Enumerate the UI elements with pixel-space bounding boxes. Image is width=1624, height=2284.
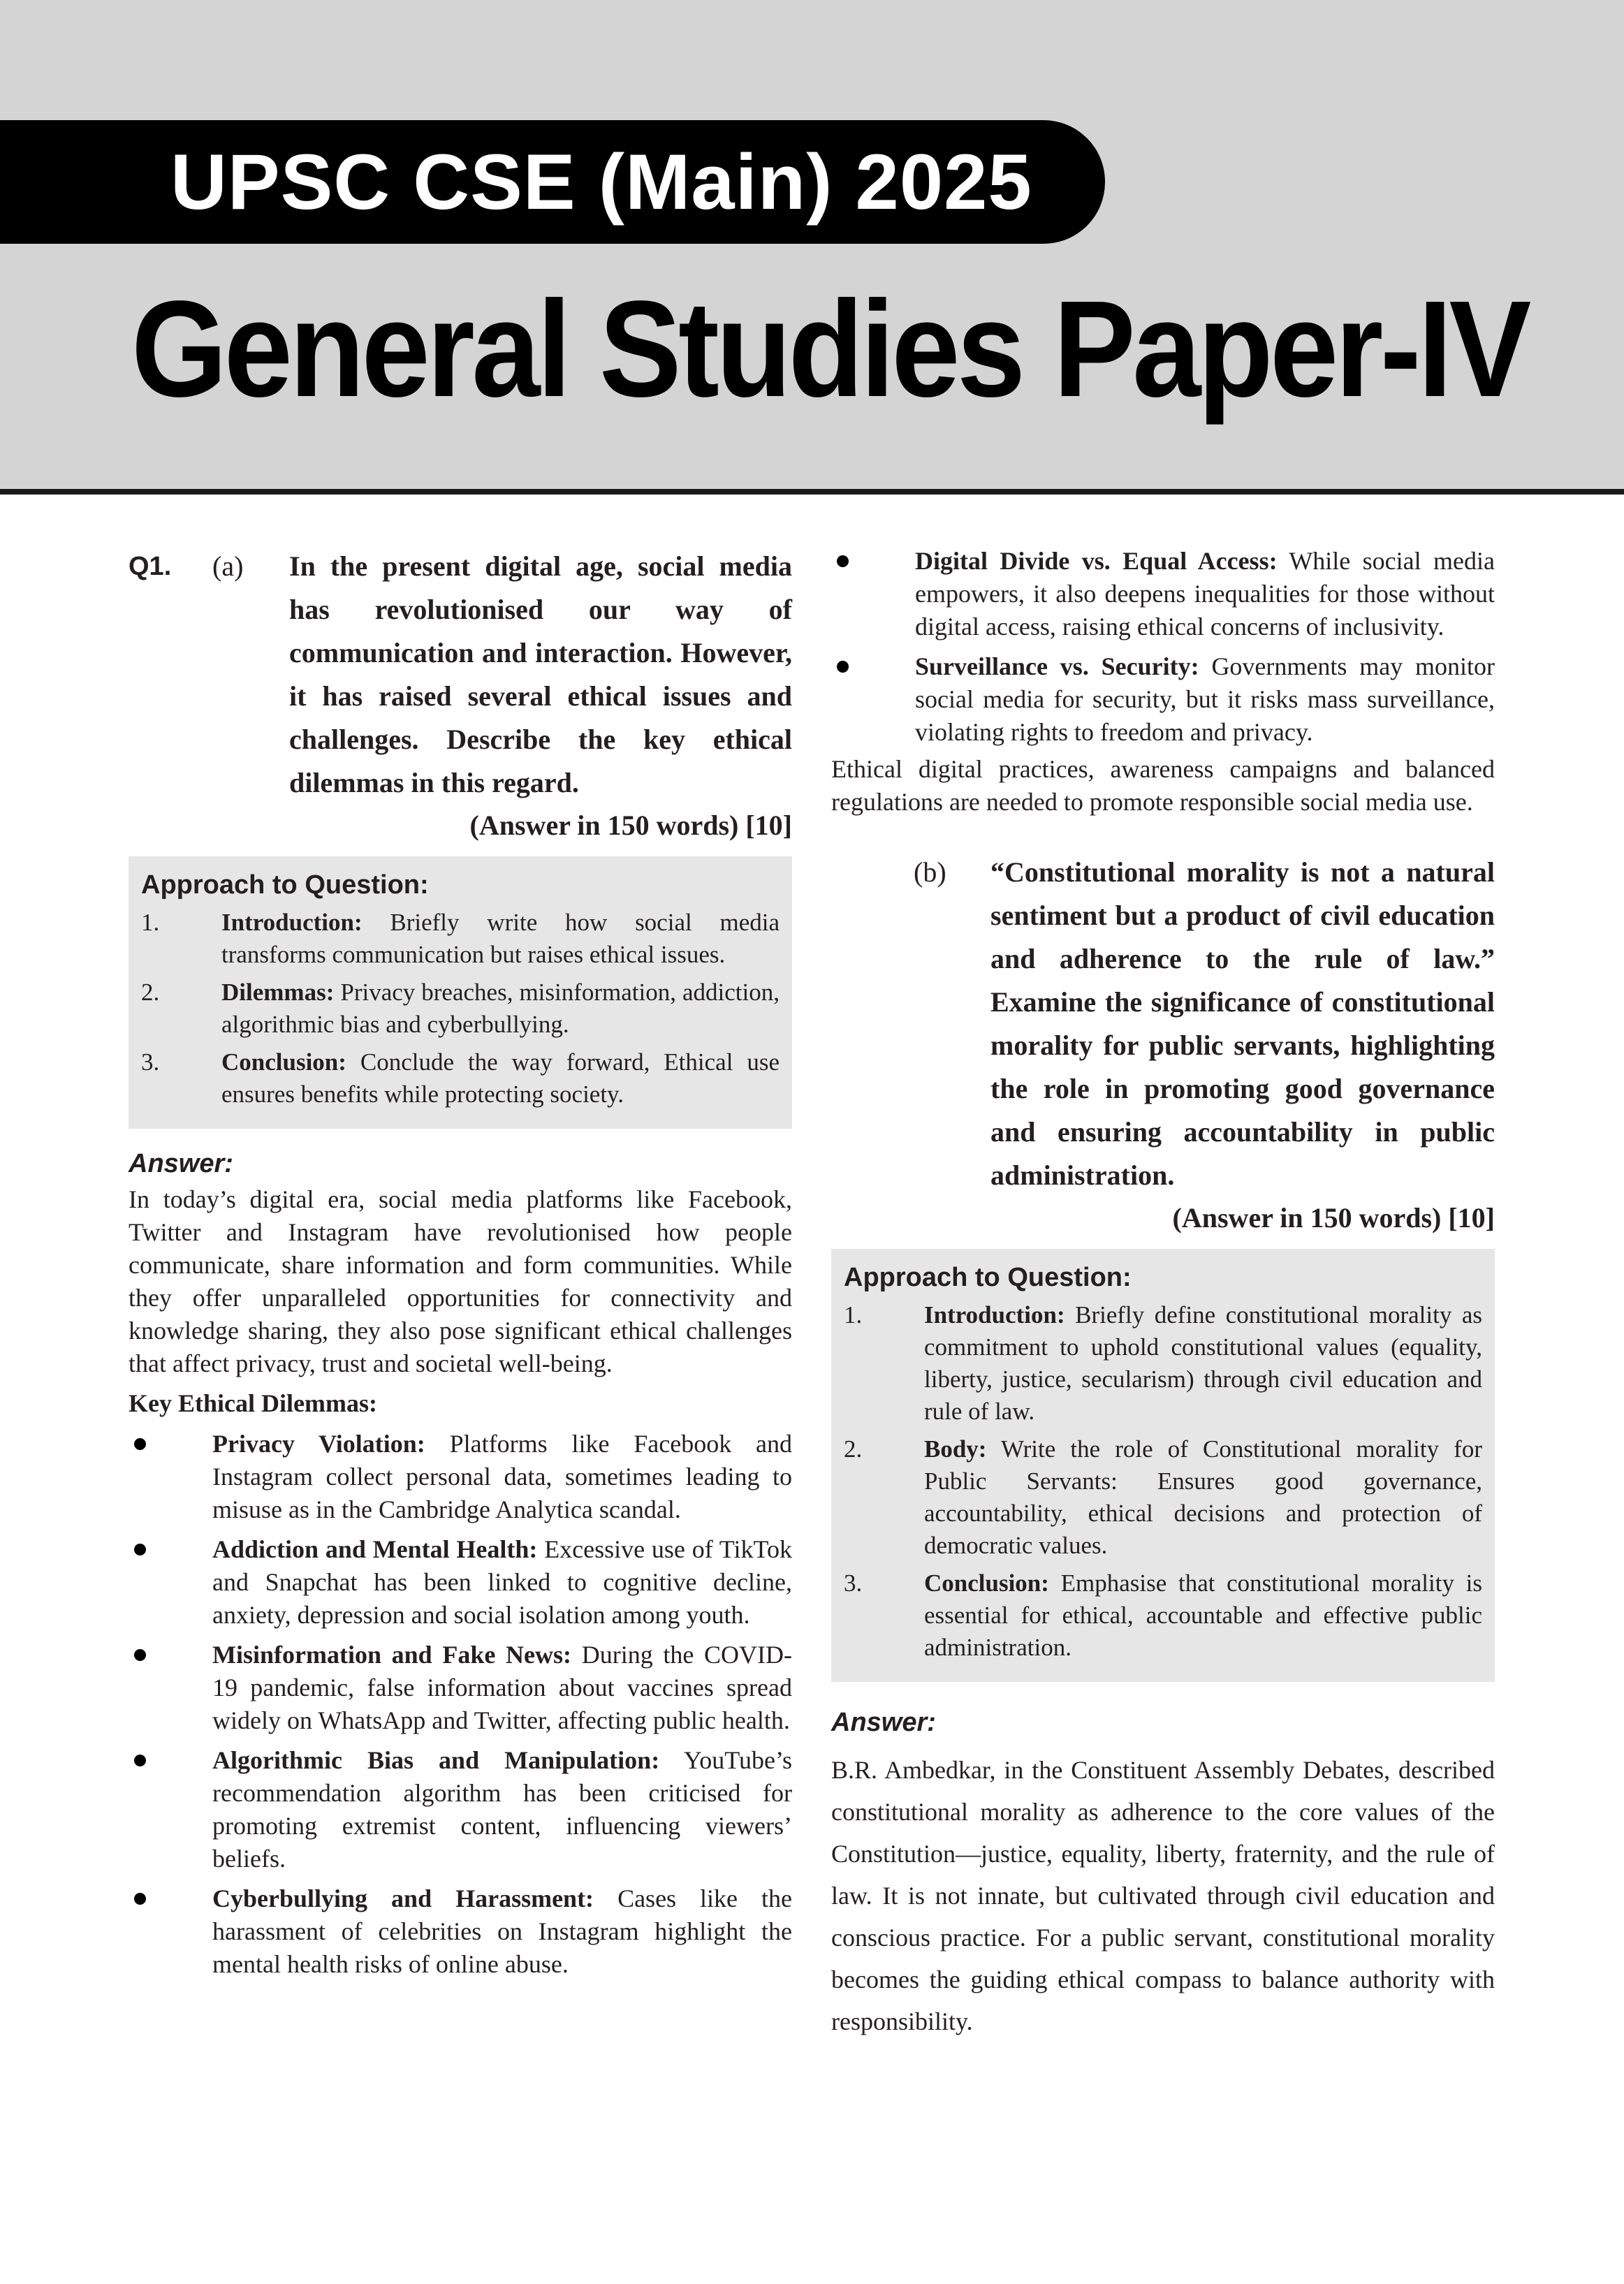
bullet-icon <box>129 1744 212 1875</box>
approach-text: Privacy breaches, misinformation, addiction, algorithmic bias and cyberbullying. <box>221 979 780 1038</box>
approach-text: Conclude the way forward, Ethical use ensures benefits while protecting society. <box>221 1048 780 1108</box>
approach-item <box>844 1433 1482 1562</box>
bullet-heading: Cyberbullying and Harassment: <box>212 1884 594 1912</box>
approach-heading: Dilemmas: <box>221 979 335 1006</box>
approach-number: 1. <box>141 909 160 936</box>
bullet-icon <box>831 650 915 749</box>
left-column <box>129 545 792 1981</box>
bullet-text: YouTube’s recommendation algorithm has been criticised for promoting extremist content, influencing viewers’ beliefs. <box>212 1746 792 1873</box>
question-1b <box>831 851 1495 1197</box>
bullet-icon <box>129 1428 212 1526</box>
list-item <box>831 650 1495 749</box>
list-item <box>129 1533 792 1632</box>
approach-heading: Conclusion: <box>221 1048 346 1076</box>
question-marks: (Answer in 150 words) [10] <box>1172 1202 1495 1233</box>
approach-item <box>141 976 780 1041</box>
bullet-text: Excessive use of TikTok and Snapchat has been linked to cognitive decline, anxiety, depression and social isolation among youth. <box>212 1535 793 1629</box>
approach-heading: Body: <box>924 1435 987 1463</box>
bullet-heading: Privacy Violation: <box>212 1430 425 1458</box>
answer-label: Answer: <box>129 1149 233 1178</box>
bullet-icon <box>129 1882 212 1981</box>
page-header <box>0 0 1624 495</box>
approach-text: Briefly define constitutional morality as commitment to uphold constitutional values (equality, liberty, justice, secularism) through civil education and rule of law. <box>924 1301 1483 1425</box>
question-part-label: (a) <box>212 550 244 582</box>
bullet-heading: Misinformation and Fake News: <box>212 1641 572 1669</box>
question-text: “Constitutional morality is not a natural sentiment but a product of civil education and adherence to the rule of law.” Examine the significance of constitutional morality for public servants, highlighting the role in promoting good governance and ensuring accountability in public administration. <box>990 856 1495 1191</box>
dilemmas-heading: Key Ethical Dilemmas: <box>129 1389 377 1417</box>
approach-number: 2. <box>141 979 160 1006</box>
list-item <box>129 1744 792 1875</box>
approach-text: Emphasise that constitutional morality is essential for ethical, accountable and effective public administration. <box>924 1569 1483 1661</box>
question-marks: (Answer in 150 words) [10] <box>469 810 792 841</box>
approach-item <box>844 1299 1482 1428</box>
bullet-icon <box>129 1639 212 1737</box>
approach-item <box>844 1567 1482 1664</box>
list-item <box>129 1639 792 1737</box>
bullet-text: Cases like the harassment of celebrities on Instagram highlight the mental health risks of online abuse. <box>212 1884 793 1978</box>
list-item <box>129 1882 792 1981</box>
answer-conclusion: Ethical digital practices, awareness campaigns and balanced regulations are needed to promote responsible social media use. <box>831 755 1495 816</box>
right-column <box>831 545 1495 2042</box>
approach-item <box>141 907 780 971</box>
bullet-icon <box>831 545 915 643</box>
bullet-text: Governments may monitor social media for security, but it risks mass surveillance, violating rights to freedom and privacy. <box>915 652 1495 746</box>
approach-number: 1. <box>844 1301 863 1328</box>
bullet-heading: Digital Divide vs. Equal Access: <box>915 547 1278 575</box>
list-item <box>129 1428 792 1526</box>
approach-box <box>831 1249 1495 1682</box>
answer-label: Answer: <box>831 1708 936 1737</box>
bullet-heading: Algorithmic Bias and Manipulation: <box>212 1746 660 1774</box>
approach-title: Approach to Question: <box>844 1263 1132 1292</box>
exam-banner <box>0 120 1105 244</box>
bullet-heading: Surveillance vs. Security: <box>915 652 1199 680</box>
approach-text: Briefly write how social media transforms communication but raises ethical issues. <box>221 909 780 968</box>
bullet-text: During the COVID-19 pandemic, false information about vaccines spread widely on WhatsApp and Twitter, affecting public health. <box>212 1641 793 1734</box>
bullet-icon <box>129 1533 212 1632</box>
paper-title: General Studies Paper-IV <box>131 272 1528 425</box>
approach-number: 3. <box>844 1569 863 1597</box>
approach-number: 3. <box>141 1048 160 1076</box>
list-item <box>831 545 1495 643</box>
bullet-text: Platforms like Facebook and Instagram collect personal data, sometimes leading to misuse as in the Cambridge Analytica scandal. <box>212 1430 793 1523</box>
question-part-label: (b) <box>914 856 946 888</box>
approach-title: Approach to Question: <box>141 870 429 900</box>
approach-heading: Introduction: <box>221 909 363 936</box>
approach-item <box>141 1046 780 1111</box>
approach-text: Write the role of Constitutional morality for Public Servants: Ensures good governance, accountability, ethical decisions and protection of democratic values. <box>924 1435 1482 1559</box>
question-1a <box>129 545 792 805</box>
bullet-heading: Addiction and Mental Health: <box>212 1535 538 1563</box>
question-number: Q1. <box>129 552 172 581</box>
approach-box <box>129 856 792 1129</box>
question-text: In the present digital age, social media has revolutionised our way of communication and interaction. However, it has raised several ethical issues and challenges. Describe the key ethical dilemmas in this regard. <box>289 550 792 798</box>
answer-intro: In today’s digital era, social media platforms like Facebook, Twitter and Instagram have revolutionised how people communicate, share information and form communities. While they offer unparalleled opportunities for connectivity and knowledge sharing, they also pose significant ethical challenges that affect privacy, trust and societal well-being. <box>129 1185 792 1377</box>
bullet-text: While social media empowers, it also deepens inequalities for those without digital access, raising ethical concerns of inclusivity. <box>915 547 1495 640</box>
approach-heading: Conclusion: <box>924 1569 1049 1597</box>
answer-text: B.R. Ambedkar, in the Constituent Assembly Debates, described constitutional morality as adherence to the core values of the Constitution—justice, equality, liberty, fraternity, and the rule of law. It is not innate, but cultivated through civil education and conscious practice. For a public servant, constitutional morality becomes the guiding ethical compass to balance authority with responsibility. <box>831 1756 1495 2035</box>
approach-number: 2. <box>844 1435 863 1463</box>
approach-heading: Introduction: <box>924 1301 1065 1328</box>
exam-title: UPSC CSE (Main) 2025 <box>170 138 1032 226</box>
